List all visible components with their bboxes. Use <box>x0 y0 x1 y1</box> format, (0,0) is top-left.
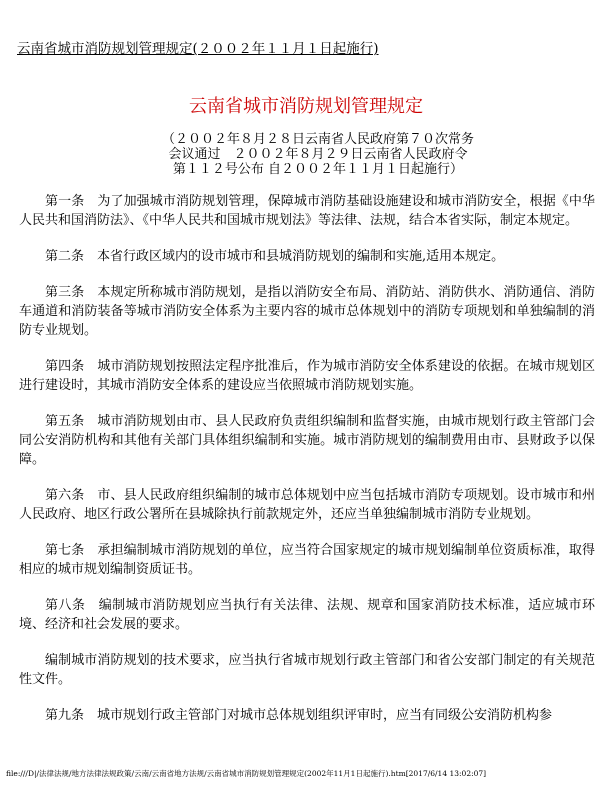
article-paragraph: 第四条 城市消防规划按照法定程序批准后，作为城市消防安全体系建设的依据。在城市规划区进行建设时，其城市消防安全体系的建设应当依照城市消防规划实施。 <box>19 359 595 393</box>
article-paragraph: 编制城市消防规划的技术要求，应当执行省城市规划行政主管部门和省公安部门制定的有关规范性文件。 <box>19 653 595 687</box>
article-paragraph: 第六条 市、县人民政府组织编制的城市总体规划中应当包括城市消防专项规划。设市城市和州人民政府、地区行政公署所在县城除执行前款规定外，还应当单独编制城市消防专业规划。 <box>19 488 595 522</box>
article-paragraph: 第九条 城市规划行政主管部门对城市总体规划组织评审时，应当有同级公安消防机构参 <box>45 708 553 723</box>
promulgation-line: 第１１２号公布 自２００２年１１月１日起施行） <box>172 162 464 177</box>
article-paragraph: 第二条 本省行政区域内的设市城市和县城消防规划的编制和实施,适用本规定。 <box>45 249 505 264</box>
document-title: 云南省城市消防规划管理规定 <box>189 96 423 117</box>
page-footer-path: file:///D|/法律法规/地方法律法规政策/云南/云南省地方法规/云南省城市消防规划管理规定(2002年11月1日起施行).htm[2017/6/14 13:02:07] <box>6 769 487 778</box>
article-paragraph: 第八条 编制城市消防规划应当执行有关法律、法规、规章和国家消防技术标准，适应城市环境、经济和社会发展的要求。 <box>19 598 595 632</box>
document-promulgation-info <box>118 132 518 177</box>
document-body <box>19 192 595 742</box>
article-paragraph: 第五条 城市消防规划由市、县人民政府负责组织编制和监督实施，由城市规划行政主管部门会同公安消防机构和其他有关部门具体组织编制和实施。城市消防规划的编制费用由市、县财政予以保障。 <box>19 414 595 467</box>
article-paragraph: 第三条 本规定所称城市消防规划，是指以消防安全布局、消防站、消防供水、消防通信、消防车通道和消防装备等城市消防安全体系为主要内容的城市总体规划中的消防专项规划和单独编制的消防专业规划。 <box>19 285 595 338</box>
promulgation-line: （２００２年８月２８日云南省人民政府第７０次常务 <box>161 132 474 147</box>
document-title-link[interactable]: 云南省城市消防规划管理规定(２００２年１１月１日起施行) <box>17 41 379 57</box>
article-paragraph: 第七条 承担编制城市消防规划的单位，应当符合国家规定的城市规划编制单位资质标准，取得相应的城市规划编制资质证书。 <box>19 543 595 577</box>
promulgation-line: 会议通过 ２００２年８月２９日云南省人民政府令 <box>168 147 468 162</box>
article-paragraph: 第一条 为了加强城市消防规划管理，保障城市消防基础设施建设和城市消防安全，根据《中华人民共和国消防法》、《中华人民共和国城市规划法》等法律、法规，结合本省实际，制定本规定。 <box>19 194 595 228</box>
